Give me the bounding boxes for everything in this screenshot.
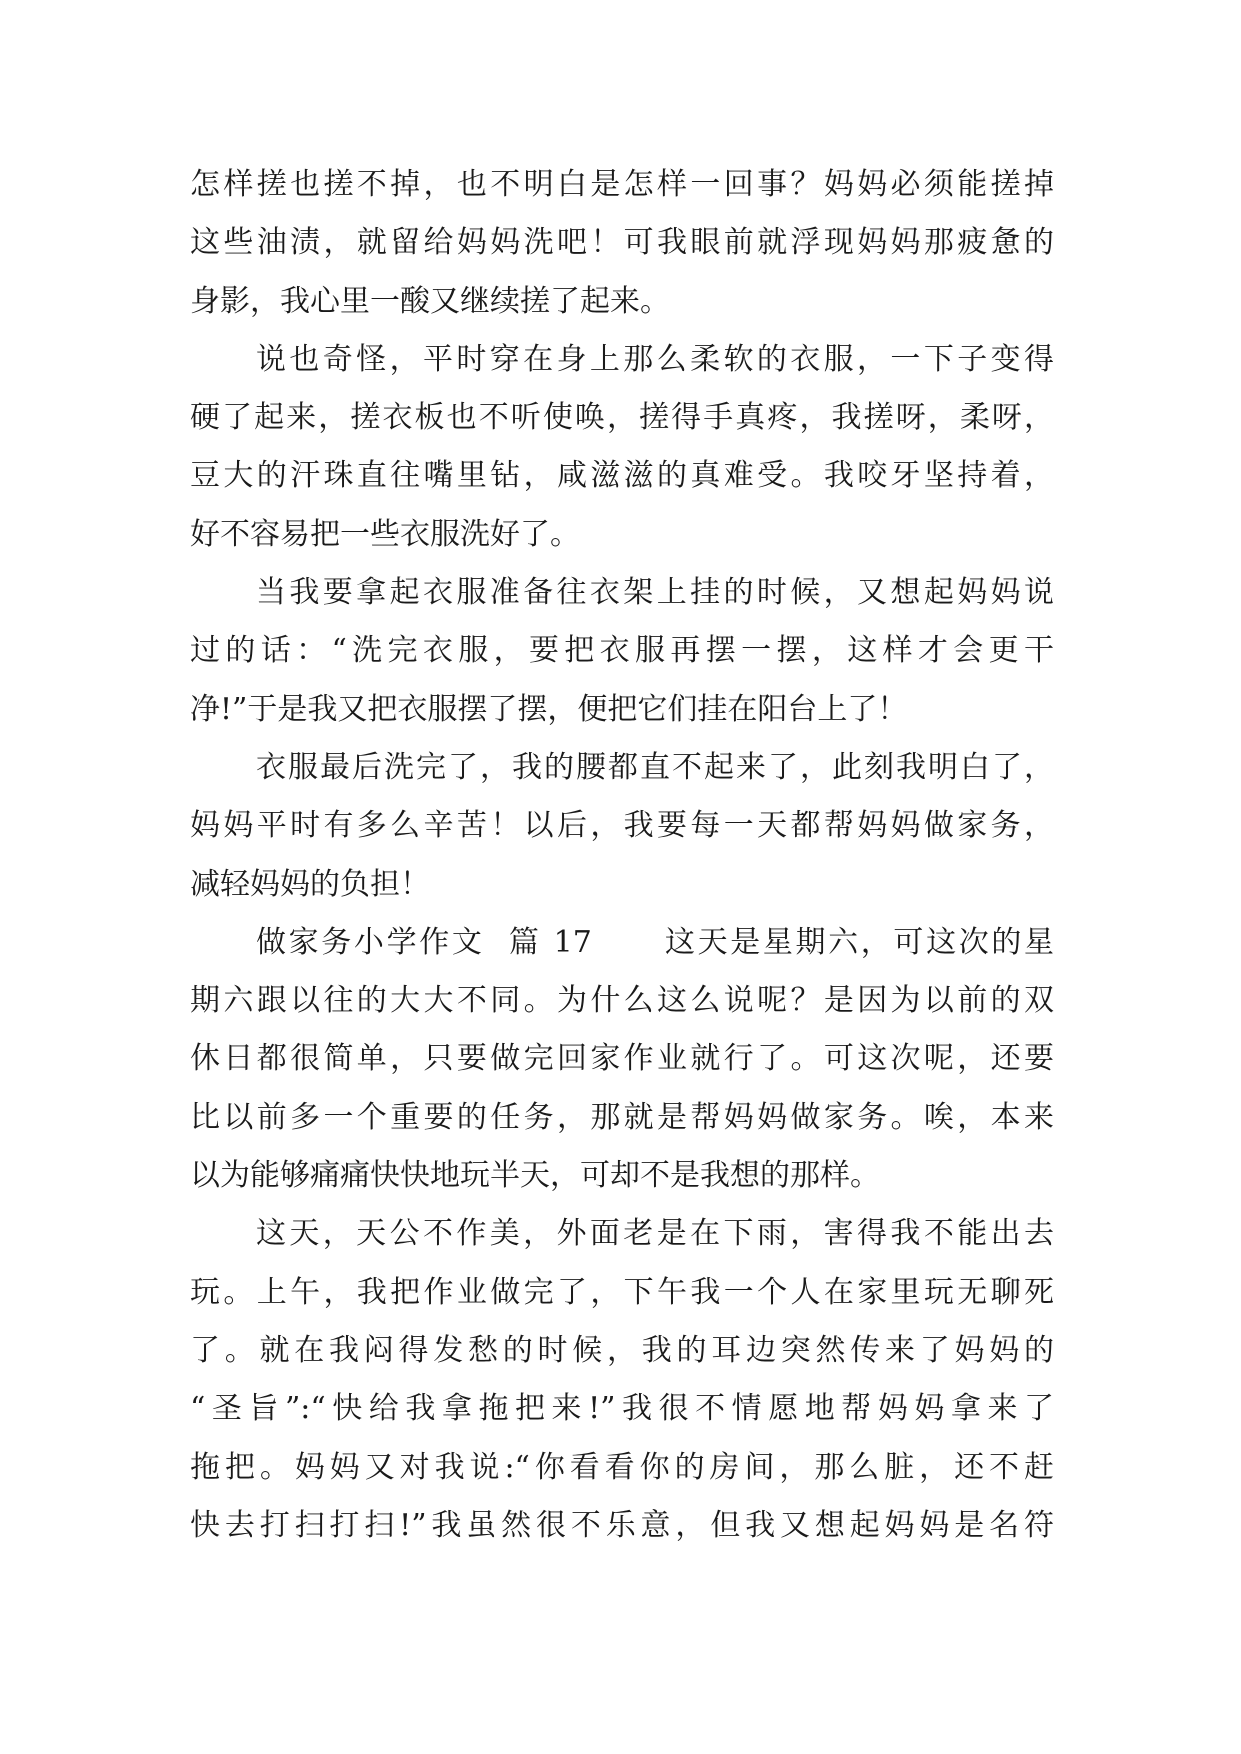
paragraph [190,914,1054,1205]
text-line: 了。就在我闷得发愁的时候，我的耳边突然传来了妈妈的 [190,1332,1054,1368]
paragraph [190,156,1054,331]
text-line: 减轻妈妈的负担！ [190,866,430,902]
essay-text [190,156,1054,1555]
text-line: 过的话：“洗完衣服，要把衣服再摆一摆，这样才会更干 [190,633,1054,669]
text-line: 净!”于是我又把衣服摆了摆，便把它们挂在阳台上了！ [190,691,908,727]
text-line: 身影，我心里一酸又继续搓了起来。 [190,283,670,319]
text-line: 说也奇怪，平时穿在身上那么柔软的衣服，一下子变得 [256,341,1054,377]
text-line: 衣服最后洗完了，我的腰都直不起来了，此刻我明白了， [256,749,1054,785]
text-line: 这些油渍，就留给妈妈洗吧！可我眼前就浮现妈妈那疲惫的 [190,225,1054,261]
text-line: 休日都很简单，只要做完回家作业就行了。可这次呢，还要 [190,1041,1054,1077]
paragraph [190,331,1054,564]
text-line: 怎样搓也搓不掉，也不明白是怎样一回事？妈妈必须能搓掉 [190,167,1054,202]
text-line: 拖把。妈妈又对我说:“你看看你的房间，那么脏，还不赶 [190,1449,1054,1485]
paragraph [190,564,1054,739]
text-line: 快去打扫打扫!”我虽然很不乐意，但我又想起妈妈是名符 [190,1507,1054,1543]
paragraph [190,739,1054,914]
text-line: 妈妈平时有多么辛苦！以后，我要每一天都帮妈妈做家务， [190,808,1054,844]
paragraph [190,1205,1054,1555]
text-line: 玩。上午，我把作业做完了，下午我一个人在家里玩无聊死 [190,1274,1054,1310]
text-line: 好不容易把一些衣服洗好了。 [190,516,580,552]
text-line: 以为能够痛痛快快地玩半天，可却不是我想的那样。 [190,1158,880,1194]
section-heading-line: 做家务小学作文 篇 17 这天是星期六，可这次的星 [256,924,1054,960]
text-line: 比以前多一个重要的任务，那就是帮妈妈做家务。唉，本来 [190,1099,1054,1135]
text-line: 这天，天公不作美，外面老是在下雨，害得我不能出去 [256,1216,1054,1252]
text-line: 硬了起来，搓衣板也不听使唤，搓得手真疼，我搓呀，柔呀， [190,400,1054,436]
text-line: 当我要拿起衣服准备往衣架上挂的时候，又想起妈妈说 [256,575,1054,611]
text-line: “圣旨”:“快给我拿拖把来!”我很不情愿地帮妈妈拿来了 [190,1391,1054,1427]
text-line: 豆大的汗珠直往嘴里钻，咸滋滋的真难受。我咬牙坚持着， [190,458,1054,494]
text-line: 期六跟以往的大大不同。为什么这么说呢？是因为以前的双 [190,983,1054,1019]
